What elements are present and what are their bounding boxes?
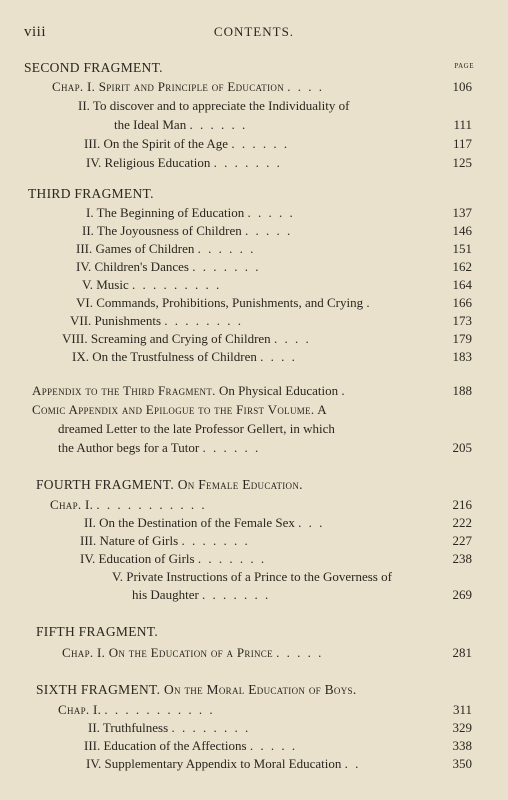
toc-entry: VIII. Screaming and Crying of Children . . . . — [62, 331, 311, 346]
toc-entry: the Ideal Man . . . . . . — [114, 117, 248, 132]
toc-page-number: 183 — [452, 349, 472, 364]
section-heading: THIRD FRAGMENT. — [28, 186, 154, 201]
toc-entry: VI. Commands, Prohibitions, Punishments, and Crying . — [76, 295, 372, 310]
section-heading: FOURTH FRAGMENT. On Female Education. — [36, 477, 303, 492]
toc-page-number: 166 — [452, 295, 472, 310]
toc-page-number: 269 — [452, 587, 472, 602]
toc-entry: I. The Beginning of Education . . . . . — [86, 205, 295, 220]
toc-page-number: 179 — [452, 331, 472, 346]
toc-page-number: 311 — [452, 702, 472, 717]
toc-entry: V. Music . . . . . . . . . — [82, 277, 222, 292]
toc-entry: IV. Religious Education . . . . . . . — [86, 155, 282, 170]
toc-entry: III. Education of the Affections . . . . . — [84, 738, 298, 753]
toc-page-number: 338 — [452, 738, 472, 753]
toc-entry: IV. Children's Dances . . . . . . . — [76, 259, 261, 274]
section-heading: SECOND FRAGMENT. — [24, 60, 163, 75]
toc-entry: Chap. I. . . . . . . . . . . . — [50, 497, 207, 512]
page-header — [0, 22, 508, 42]
toc-entry: III. Nature of Girls . . . . . . . — [80, 533, 250, 548]
page-folio: viii — [24, 24, 47, 40]
toc-entry: Chap. I. Spirit and Principle of Education . . . . — [52, 79, 325, 94]
toc-page-number: 164 — [452, 277, 472, 292]
toc-entry: II. Truthfulness . . . . . . . . — [88, 720, 251, 735]
toc-page-number: 151 — [452, 241, 472, 256]
toc-page-number: 329 — [452, 720, 472, 735]
toc-entry: IV. Education of Girls . . . . . . . — [80, 551, 267, 566]
toc-page-number: 281 — [452, 645, 472, 660]
section-heading: FIFTH FRAGMENT. — [36, 624, 159, 639]
toc-page-number: 216 — [452, 497, 472, 512]
toc-entry: VII. Punishments . . . . . . . . — [70, 313, 243, 328]
toc-entry: III. On the Spirit of the Age . . . . . . — [84, 136, 290, 151]
toc-entry: II. On the Destination of the Female Sex . . . — [84, 515, 325, 530]
toc-page-number: 205 — [452, 440, 472, 455]
toc-page-number: 137 — [452, 205, 472, 220]
toc-entry: Appendix to the Third Fragment. On Physical Education . — [32, 383, 347, 398]
toc-entry: IX. On the Trustfulness of Children . . . . — [72, 349, 297, 364]
toc-page-number: 222 — [452, 515, 472, 530]
toc-entry: Chap. I. On the Education of a Prince . . . . . — [62, 645, 324, 660]
toc-page-number: 173 — [452, 313, 472, 328]
toc-entry: the Author begs for a Tutor . . . . . . — [58, 440, 261, 455]
toc-page-number: 162 — [452, 259, 472, 274]
toc-page-number: 146 — [452, 223, 472, 238]
toc-page-number: 350 — [452, 756, 472, 771]
toc-entry: Chap. I. . . . . . . . . . . . — [58, 702, 215, 717]
running-title: CONTENTS. — [213, 24, 295, 39]
toc-page-number: 106 — [452, 79, 472, 94]
section-heading: SIXTH FRAGMENT. On the Moral Education of Boys. — [36, 682, 357, 697]
toc-entry: Comic Appendix and Epilogue to the First Volume. A — [32, 402, 327, 417]
toc-entry: II. The Joyousness of Children . . . . . — [82, 223, 293, 238]
toc-page-number: 238 — [452, 551, 472, 566]
toc-entry: his Daughter . . . . . . . — [132, 587, 271, 602]
toc-page-number: 111 — [453, 117, 472, 132]
page-column-label: PAGE — [454, 62, 474, 70]
toc-page-number: 125 — [452, 155, 472, 170]
toc-entry: IV. Supplementary Appendix to Moral Education . . — [86, 756, 361, 771]
toc-entry: III. Games of Children . . . . . . — [76, 241, 256, 256]
toc-page-number: 117 — [452, 136, 472, 151]
toc-entry: II. To discover and to appreciate the Individuality of — [78, 98, 350, 113]
toc-page-number: 227 — [452, 533, 472, 548]
toc-page-number: 188 — [452, 383, 472, 398]
toc-entry: dreamed Letter to the late Professor Gellert, in which — [58, 421, 335, 436]
toc-entry: V. Private Instructions of a Prince to the Governess of — [112, 569, 392, 584]
